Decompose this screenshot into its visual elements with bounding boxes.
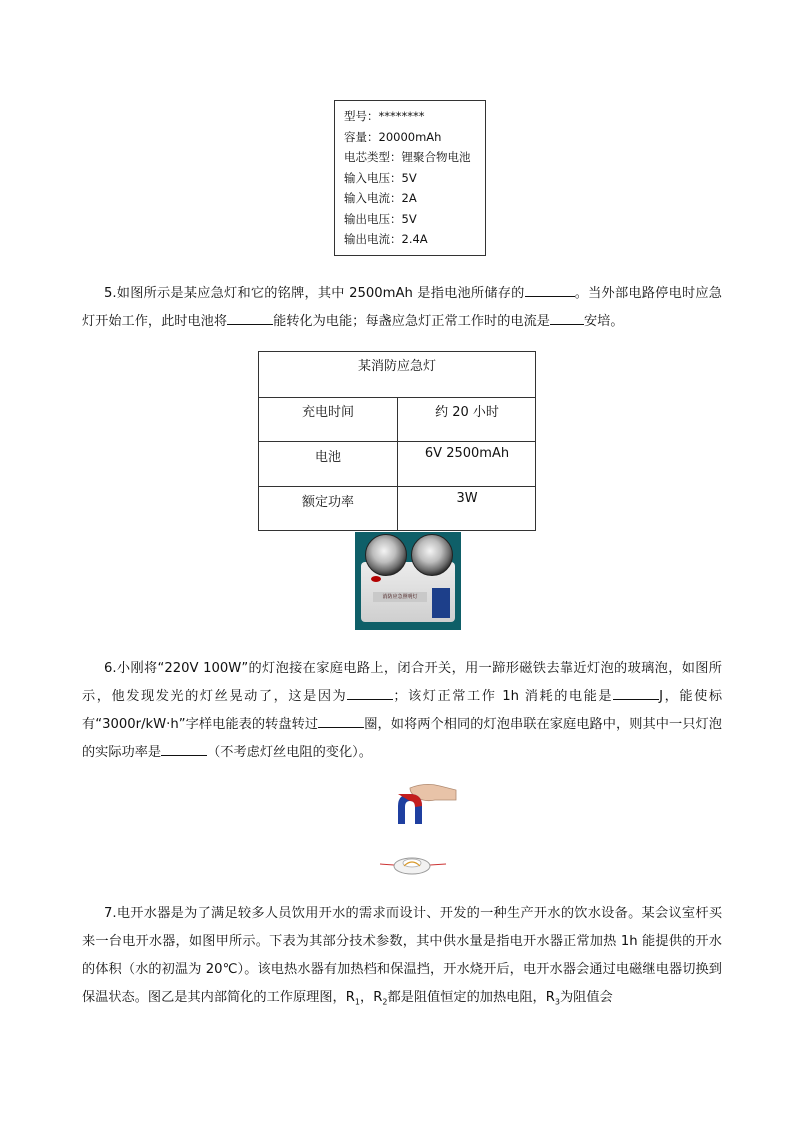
q7-text-2: ，R [360, 990, 383, 1005]
horseshoe-magnet-icon [398, 794, 422, 824]
table-row-value: 3W [456, 491, 478, 506]
spec-capacity: 容量：20000mAh [344, 129, 442, 144]
table-row-label: 电池 [314, 450, 341, 465]
spec-input-current: 输入电流：2A [344, 191, 417, 205]
q5-text-3: 能转化为电能；每盏应急灯正常工作时的电流是 [273, 314, 550, 329]
magnet-bulb-illustration [380, 780, 460, 880]
q6-text-3: J，能使标有“3000r/kW·h”字样电能表的转盘转过 [82, 689, 723, 732]
answer-blank[interactable] [161, 741, 207, 756]
lamp-head-left [365, 534, 407, 576]
table-row-value: 约 20 小时 [435, 405, 499, 420]
table-row-value: 6V 2500mAh [424, 446, 510, 461]
answer-blank[interactable] [347, 685, 393, 700]
q5-text-1: 5.如图所示是某应急灯和它的铭牌，其中 2500mAh 是指电池所储存的 [104, 286, 525, 301]
q6-text-5: （不考虑灯丝电阻的变化）。 [207, 745, 372, 760]
spec-model: 型号：******** [344, 109, 425, 123]
q7-text-4: 为阻值会 [559, 990, 613, 1005]
table-title: 某消防应急灯 [357, 359, 436, 374]
lamp-label: 消防应急照明灯 [373, 592, 427, 602]
spec-input-voltage: 输入电压：5V [344, 170, 417, 185]
answer-blank[interactable] [550, 310, 584, 325]
answer-blank[interactable] [525, 282, 575, 297]
question-7 [82, 900, 722, 1017]
q5-text-2: 。当外部电路停电时应急灯开始工作，此时电池将 [82, 286, 722, 329]
subscript: 2 [382, 997, 388, 1007]
spec-output-voltage: 输出电压：5V [344, 211, 417, 226]
power-bank-spec-box [334, 100, 486, 256]
q6-text-4: 圈，如将两个相同的灯泡串联在家庭电路中，则其中一只灯泡的实际功率是 [82, 717, 722, 760]
spec-output-current: 输出电流：2.4A [344, 232, 428, 246]
emergency-lamp-photo [355, 532, 461, 630]
spec-cell-type: 电芯类型：锂聚合物电池 [344, 150, 471, 164]
lamp-control-panel [432, 588, 450, 618]
lamp-head-right [411, 534, 453, 576]
question-5 [82, 280, 722, 336]
answer-blank[interactable] [318, 713, 364, 728]
q7-text-3: 都是阻值恒定的加热电阻，R [387, 990, 555, 1005]
answer-blank[interactable] [227, 310, 273, 325]
subscript: 1 [354, 997, 361, 1007]
answer-blank[interactable] [613, 685, 659, 700]
q7-text-1: 7.电开水器是为了满足较多人员饮用开水的需求而设计、开发的一种生产开水的饮水设备。某会议室杆买来一台电开水器，如图甲所示。下表为其部分技术参数，其中供水量是指电开水器正常加热 1h 能提供的开水的体积（水的初温为 20℃）。该电热水器有加热档和保温挡，开水烧开后，电开水器会通过电磁继电器切换到保温状态。图乙是其内部简化的工作原理图，R [82, 906, 722, 1005]
lamp-logo [371, 576, 381, 582]
table-row-label: 充电时间 [301, 405, 354, 420]
question-6 [82, 655, 722, 767]
emergency-lamp-table [258, 351, 536, 531]
subscript: 3 [554, 997, 560, 1007]
q6-text-2: ；该灯正常工作 1h 消耗的电能是 [393, 689, 614, 704]
q6-text-1: 6.小刚将“220V 100W”的灯泡接在家庭电路上，闭合开关，用一蹄形磁铁去靠近灯泡的玻璃泡，如图所示，他发现发光的灯丝晃动了，这是因为 [82, 661, 722, 704]
table-row-label: 额定功率 [301, 495, 354, 510]
q5-text-4: 安培。 [584, 314, 624, 329]
light-bulb-icon [380, 858, 446, 874]
